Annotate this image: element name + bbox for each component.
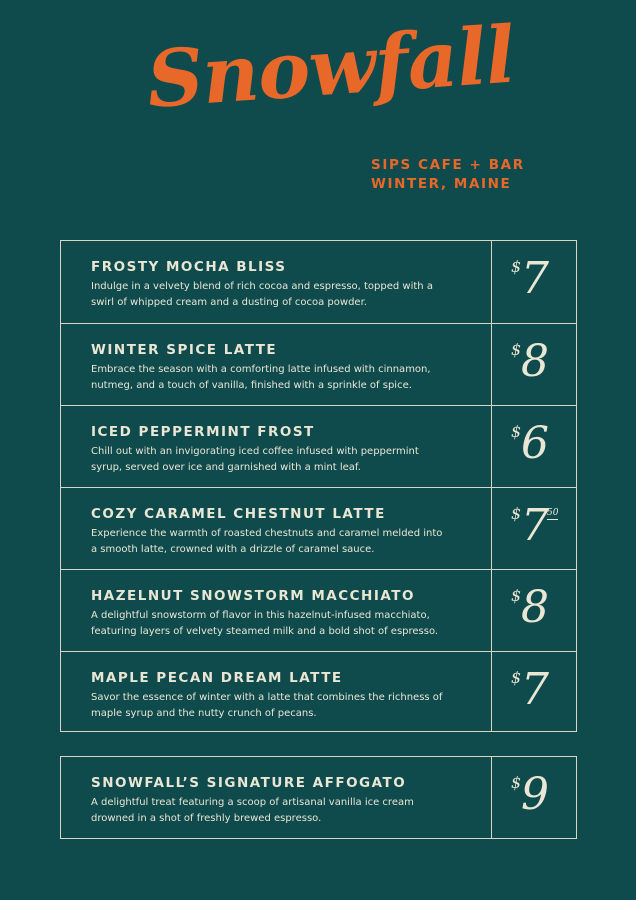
item-price — [504, 496, 574, 562]
menu-board — [60, 240, 577, 732]
item-price — [504, 578, 574, 644]
item-description: Experience the warmth of roasted chestnuts and caramel melded into a smooth latte, crowned with a drizzle of caramel sauce. — [91, 528, 443, 555]
currency-symbol: $ — [511, 504, 522, 523]
item-name: SNOWFALL’S SIGNATURE AFFOGATO — [91, 775, 407, 791]
item-description: A delightful treat featuring a scoop of artisanal vanilla ice cream drowned in a shot of freshly brewed espresso. — [91, 797, 414, 824]
currency-symbol: $ — [511, 586, 522, 605]
price-value: 6 — [521, 418, 549, 469]
item-price — [504, 414, 574, 480]
price-value: 8 — [521, 336, 549, 387]
price-value: 8 — [521, 582, 549, 633]
menu-item — [61, 651, 576, 733]
item-description: A delightful snowstorm of flavor in this hazelnut-infused macchiato, featuring layers of velvety steamed milk and a bold shot of espresso. — [91, 610, 439, 637]
logo: Snowfall — [144, 9, 518, 126]
item-price — [504, 765, 574, 831]
item-price — [504, 249, 574, 315]
currency-symbol: $ — [511, 422, 522, 441]
item-price — [504, 660, 574, 726]
currency-symbol: $ — [511, 257, 522, 276]
subtitle-location: WINTER, MAINE — [371, 176, 512, 192]
item-name: MAPLE PECAN DREAM LATTE — [91, 670, 343, 686]
item-name: COZY CARAMEL CHESTNUT LATTE — [91, 506, 386, 522]
item-description: Chill out with an invigorating iced coffee infused with peppermint syrup, served over ice and garnished with a mint leaf. — [91, 446, 419, 473]
price-value: 7 — [521, 664, 549, 715]
menu-item — [61, 487, 576, 569]
item-description: Embrace the season with a comforting latte infused with cinnamon, nutmeg, and a touch of vanilla, finished with a sprinkle of spice. — [91, 364, 431, 391]
currency-symbol: $ — [511, 668, 522, 687]
menu-item — [61, 405, 576, 487]
menu-item — [61, 241, 576, 323]
currency-symbol: $ — [511, 773, 522, 792]
item-name: HAZELNUT SNOWSTORM MACCHIATO — [91, 588, 415, 604]
item-description: Indulge in a velvety blend of rich cocoa and espresso, topped with a swirl of whipped cream and a dusting of cocoa powder. — [91, 281, 433, 308]
item-price — [504, 332, 574, 398]
price-cents: 50 — [547, 508, 559, 518]
subtitle-cafe-name: SIPS CAFE + BAR — [371, 157, 525, 173]
item-name: FROSTY MOCHA BLISS — [91, 259, 287, 275]
menu-item — [61, 757, 576, 839]
signature-item — [60, 756, 577, 839]
item-description: Savor the essence of winter with a latte that combines the richness of maple syrup and the nutty crunch of pecans. — [91, 692, 443, 719]
menu-item — [61, 323, 576, 405]
item-name: ICED PEPPERMINT FROST — [91, 424, 315, 440]
menu-item — [61, 569, 576, 651]
price-value: 7 — [521, 253, 549, 304]
item-name: WINTER SPICE LATTE — [91, 342, 278, 358]
price-value: 7 — [521, 500, 549, 551]
currency-symbol: $ — [511, 340, 522, 359]
price-value: 9 — [521, 769, 549, 820]
